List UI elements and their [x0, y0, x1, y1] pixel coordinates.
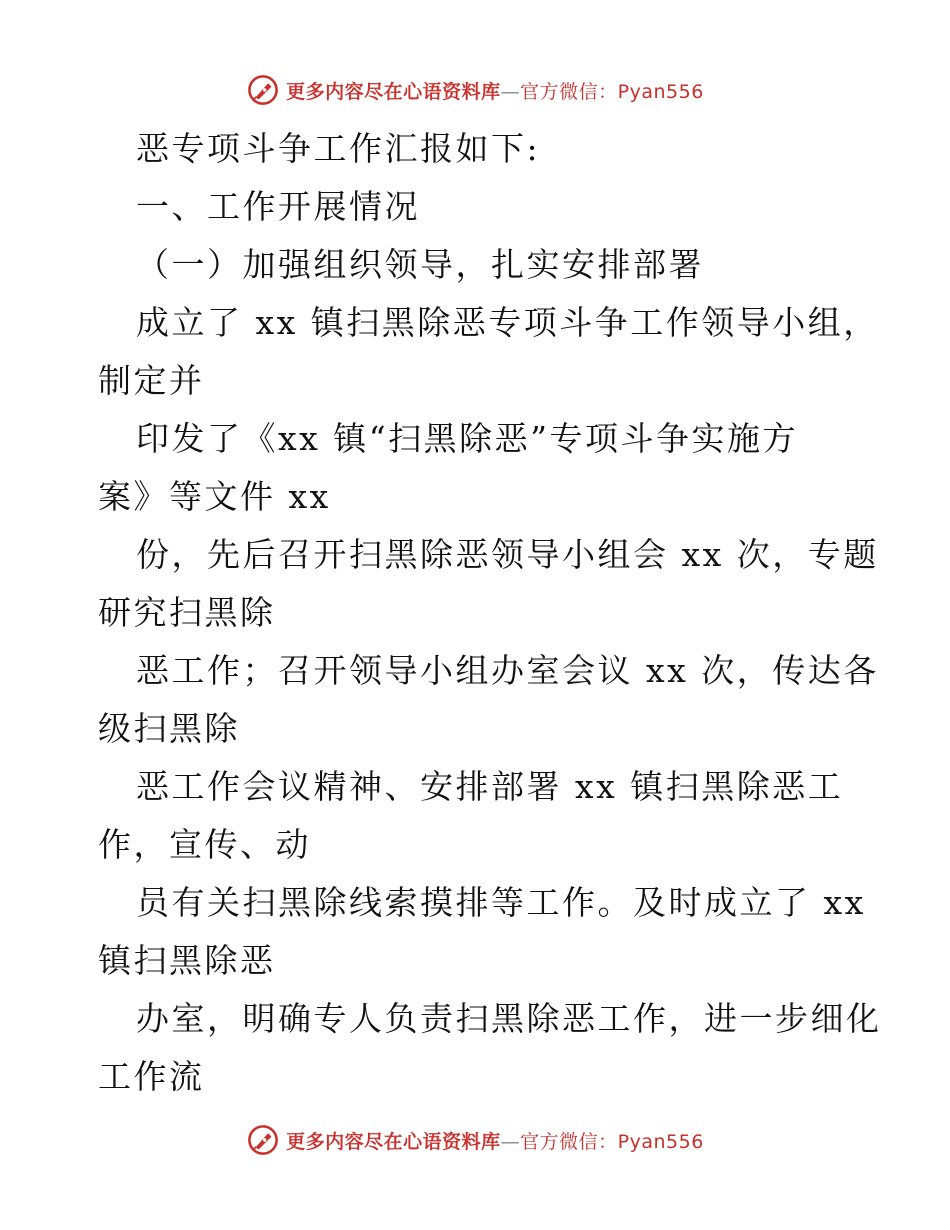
subsection-heading: （一）加强组织领导，扎实安排部署 — [136, 245, 704, 284]
pen-nib-logo-icon — [246, 73, 280, 107]
paragraph-line: 成立了 xx 镇扫黑除恶专项斗争工作领导小组， — [136, 303, 879, 342]
paragraph-line: 案》等文件 xx — [98, 477, 331, 516]
paragraph-line: 制定并 — [98, 361, 205, 400]
paragraph-line: 恶专项斗争工作汇报如下: — [136, 129, 541, 168]
document-body — [98, 120, 882, 1106]
paragraph-line: 办室，明确专人负责扫黑除恶工作，进一步细化 — [136, 999, 882, 1038]
paragraph-line: 恶工作；召开领导小组办室会议 xx 次，传达各 — [136, 651, 879, 690]
paragraph-line: 镇扫黑除恶 — [98, 941, 276, 980]
footer-watermark — [0, 1120, 950, 1160]
watermark-brand: 更多内容尽在心语资料库 — [286, 1130, 501, 1153]
header-watermark — [0, 70, 950, 110]
pen-nib-logo-icon — [246, 1123, 280, 1157]
watermark-brand: 更多内容尽在心语资料库 — [286, 80, 501, 103]
paragraph-line: 份，先后召开扫黑除恶领导小组会 xx 次，专题 — [136, 535, 879, 574]
paragraph-line: 工作流 — [98, 1057, 205, 1096]
watermark-contact: 官方微信：Pyan556 — [520, 80, 704, 103]
paragraph-line: 恶工作会议精神、安排部署 xx 镇扫黑除恶工 — [136, 767, 844, 806]
paragraph-line: 级扫黑除 — [98, 709, 240, 748]
paragraph-line: 作，宣传、动 — [98, 825, 311, 864]
paragraph-line: 员有关扫黑除线索摸排等工作。及时成立了 xx — [136, 883, 866, 922]
watermark-separator: — — [500, 80, 521, 103]
paragraph-line: 印发了《xx 镇“扫黑除恶”专项斗争实施方 — [136, 419, 798, 458]
paragraph-line: 研究扫黑除 — [98, 593, 276, 632]
section-heading: 一、工作开展情况 — [136, 187, 420, 226]
watermark-separator: — — [500, 1130, 521, 1153]
watermark-contact: 官方微信：Pyan556 — [520, 1130, 704, 1153]
